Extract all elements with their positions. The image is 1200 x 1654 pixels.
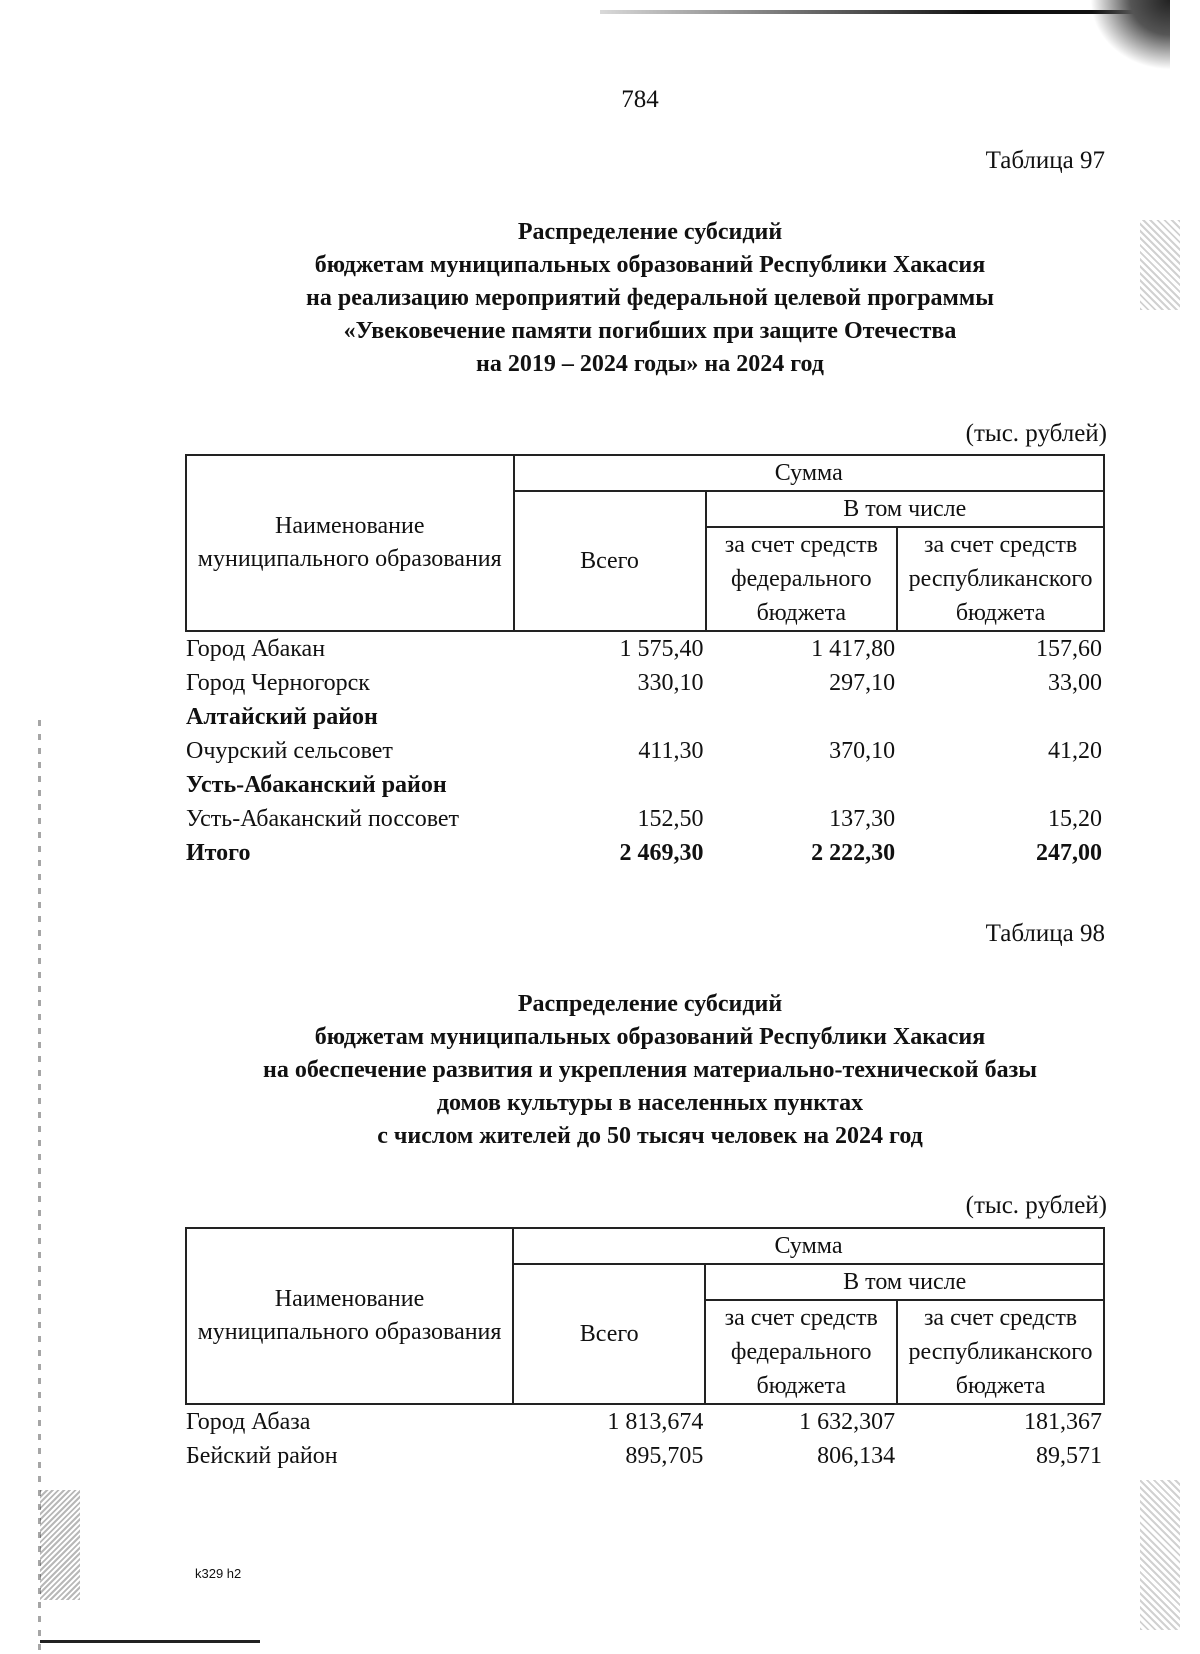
cell-federal: [706, 700, 898, 734]
cell-federal: 2 222,30: [811, 840, 896, 866]
cell-federal: 1 632,307: [799, 1409, 896, 1435]
cell-republican: 41,20: [1048, 738, 1102, 764]
table-98-title-line: с числом жителей до 50 тысяч человек на 2024 год: [377, 1123, 923, 1149]
table-row: [186, 1404, 1104, 1439]
scan-artifact-right-noise: [1140, 1480, 1180, 1630]
table-97-title-line: на 2019 – 2024 годы» на 2024 год: [476, 351, 824, 377]
cell-republican: 89,571: [1036, 1443, 1102, 1469]
table-97-unit: (тыс. рублей): [965, 420, 1107, 447]
col-header-name: Наименование муниципального образования: [186, 1228, 513, 1404]
cell-total: [514, 768, 706, 802]
cell-republican: 15,20: [1048, 806, 1102, 832]
scan-artifact-bottom-line: [40, 1640, 260, 1643]
cell-republican: [897, 768, 1104, 802]
table-row: [186, 734, 1104, 768]
table-97-title-line: «Увековечение памяти погибших при защите Отечества: [343, 318, 957, 344]
table-97-label: Таблица 97: [985, 147, 1105, 174]
page-number: 784: [621, 86, 659, 113]
cell-total: 2 469,30: [619, 840, 704, 866]
table-98-title: [180, 988, 1120, 1153]
table-98-title-line: бюджетам муниципальных образований Республики Хакасия: [314, 1024, 986, 1050]
cell-total: 411,30: [638, 738, 704, 764]
table-97-title-line: бюджетам муниципальных образований Республики Хакасия: [314, 252, 986, 278]
cell-republican: [897, 700, 1104, 734]
scan-artifact-left-noise: [40, 1490, 80, 1600]
scan-artifact-corner: [1090, 0, 1170, 70]
table-98-title-line: на обеспечение развития и укрепления материально-технической базы: [263, 1057, 1037, 1083]
cell-name: Очурский сельсовет: [186, 738, 393, 764]
table-row: [186, 666, 1104, 700]
cell-name: Город Черногорск: [186, 670, 370, 696]
col-header-sum: Сумма: [514, 455, 1105, 491]
table-row: [186, 802, 1104, 836]
cell-name: Итого: [186, 840, 251, 866]
col-header-federal: за счет средств федерального бюджета: [705, 1300, 897, 1404]
cell-name: Алтайский район: [186, 704, 378, 730]
table-97-title: [180, 216, 1120, 381]
cell-name: Город Абакан: [186, 636, 326, 662]
table-row: [186, 1439, 1104, 1473]
col-header-name: Наименование муниципального образования: [186, 455, 514, 631]
table-97-title-line: Распределение субсидий: [517, 219, 783, 245]
cell-republican: 157,60: [1036, 636, 1102, 662]
cell-federal: 370,10: [829, 738, 896, 764]
cell-republican: 33,00: [1048, 670, 1102, 696]
col-header-total: Всего: [514, 491, 706, 631]
table-row: [186, 836, 1104, 870]
col-header-republican: за счет средств республиканского бюджета: [897, 527, 1104, 631]
cell-total: 1 813,674: [607, 1409, 704, 1435]
cell-name: Усть-Абаканский поссовет: [186, 806, 460, 832]
col-header-total: Всего: [513, 1264, 705, 1404]
table-98-unit: (тыс. рублей): [965, 1192, 1107, 1219]
table-98-title-line: домов культуры в населенных пунктах: [436, 1090, 864, 1116]
col-header-including: В том числе: [706, 491, 1104, 527]
col-header-republican: за счет средств республиканского бюджета: [897, 1300, 1104, 1404]
scan-artifact-top-line: [600, 10, 1140, 14]
col-header-sum: Сумма: [513, 1228, 1104, 1264]
cell-name: Усть-Абаканский район: [186, 772, 447, 798]
cell-name: Город Абаза: [186, 1409, 311, 1435]
cell-republican: 181,367: [1024, 1409, 1102, 1435]
footer-document-code: k329 h2: [195, 1566, 242, 1581]
col-header-federal: за счет средств федерального бюджета: [706, 527, 898, 631]
cell-republican: 247,00: [1036, 840, 1102, 866]
table-97-title-line: на реализацию мероприятий федеральной целевой программы: [306, 285, 994, 311]
table-98-title-line: Распределение субсидий: [517, 991, 783, 1017]
table-row: [186, 631, 1104, 666]
cell-total: 1 575,40: [619, 636, 704, 662]
cell-federal: 297,10: [829, 670, 896, 696]
cell-federal: 806,134: [817, 1443, 896, 1469]
table-98: [185, 1227, 1105, 1473]
col-header-including: В том числе: [705, 1264, 1104, 1300]
cell-federal: [706, 768, 898, 802]
cell-total: 152,50: [637, 806, 704, 832]
table-row: [186, 700, 1104, 734]
table-row: [186, 768, 1104, 802]
table-98-label: Таблица 98: [985, 920, 1105, 947]
table-97: [185, 454, 1105, 870]
scan-artifact-right-noise: [1140, 220, 1180, 310]
cell-federal: 1 417,80: [811, 636, 896, 662]
cell-federal: 137,30: [829, 806, 896, 832]
cell-total: 895,705: [625, 1443, 704, 1469]
cell-total: [514, 700, 706, 734]
cell-total: 330,10: [637, 670, 704, 696]
cell-name: Бейский район: [186, 1443, 338, 1469]
